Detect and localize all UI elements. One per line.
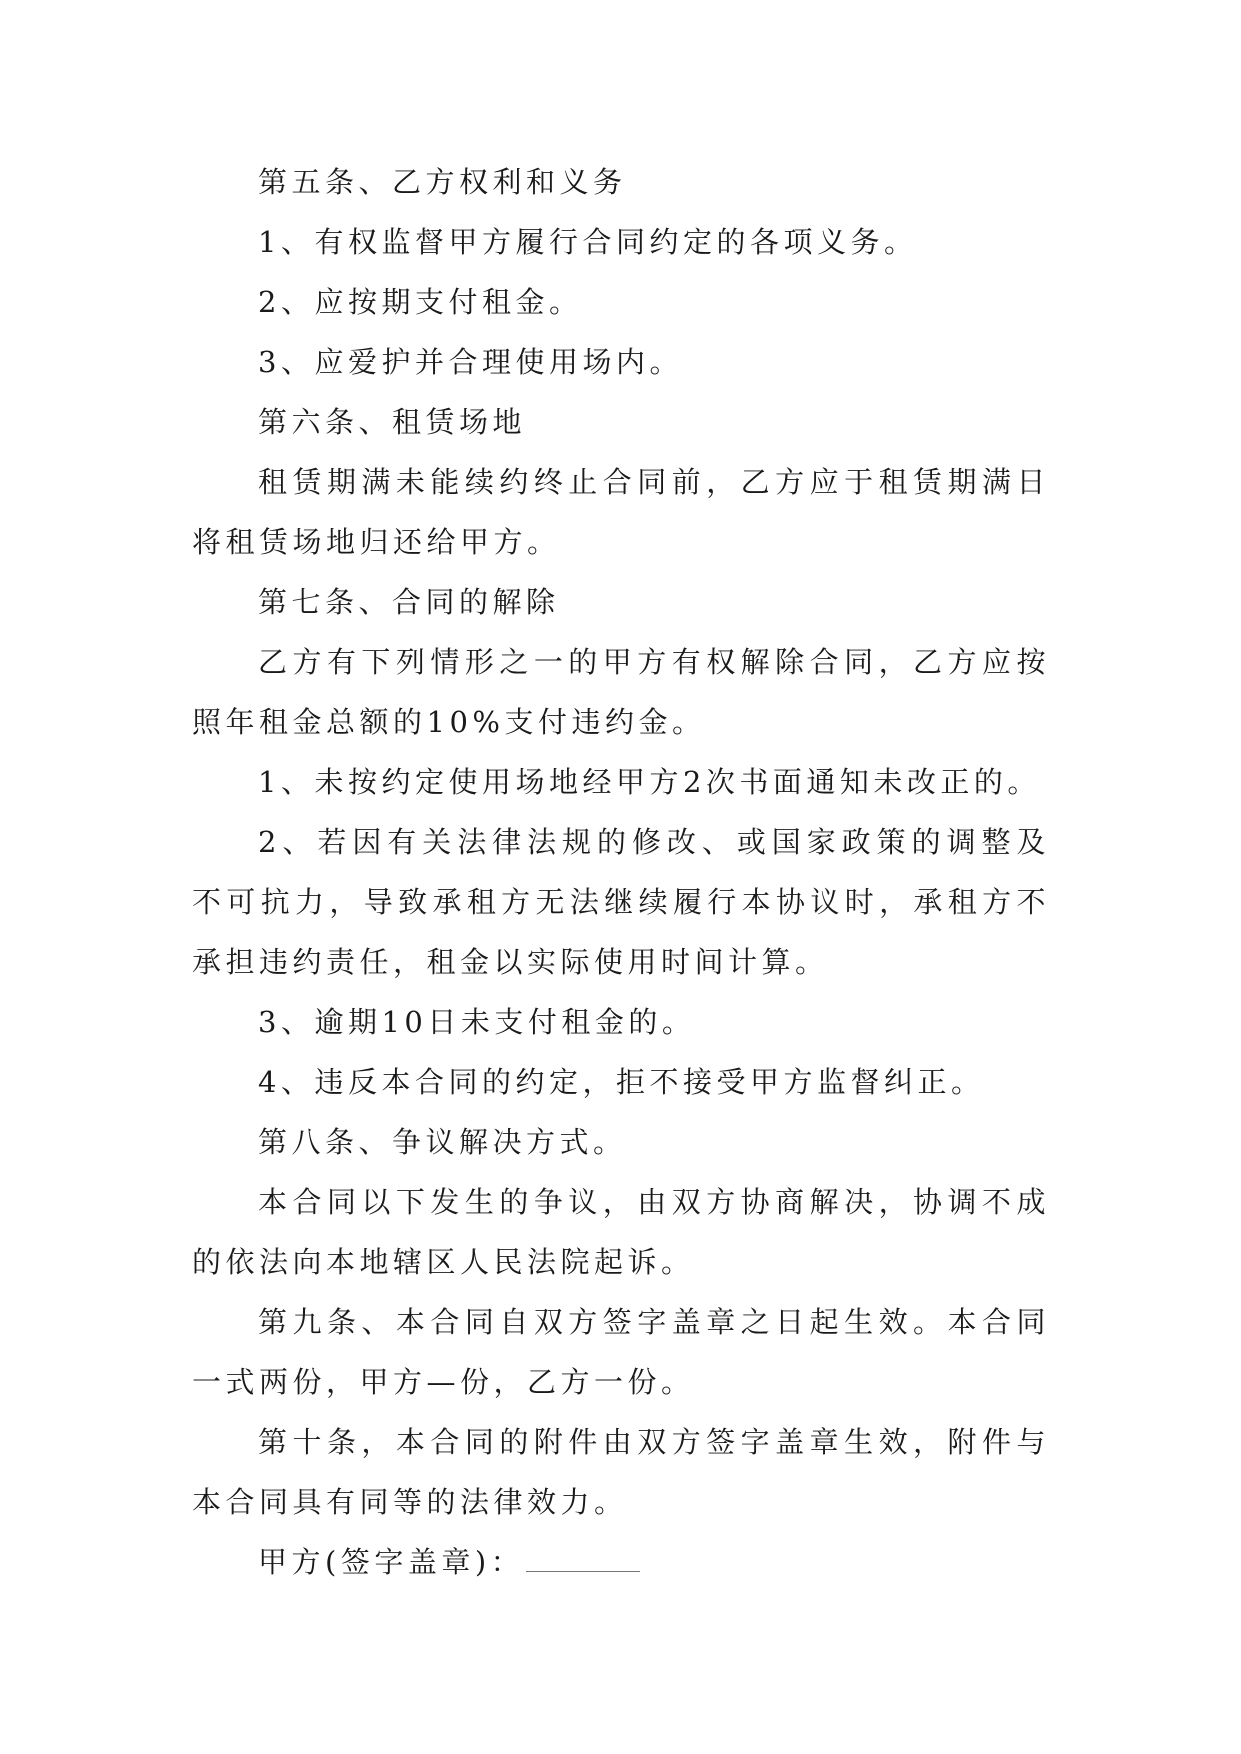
article-7-item-2: 2、若因有关法律法规的修改、或国家政策的调整及不可抗力，导致承租方无法继续履行本协议时，承租方不承担违约责任，租金以实际使用时间计算。 [192, 825, 1050, 979]
article-7-item-3: 3、逾期10日未支付租金的。 [258, 1005, 696, 1039]
party-a-signature-row [192, 1532, 1050, 1592]
party-a-signature-blank [526, 1541, 640, 1572]
article-7-heading: 第七条、合同的解除 [258, 585, 560, 619]
article-5-item-2: 2、应按期支付租金。 [258, 285, 583, 319]
article-7-item-1: 1、未按约定使用场地经甲方2次书面通知未改正的。 [258, 765, 1041, 799]
article-8-body: 本合同以下发生的争议，由双方协商解决，协调不成的依法向本地辖区人民法院起诉。 [192, 1185, 1050, 1279]
party-a-signature-label: 甲方(签字盖章)： [258, 1545, 525, 1579]
article-5-item-1: 1、有权监督甲方履行合同约定的各项义务。 [258, 225, 918, 259]
article-8-heading: 第八条、争议解决方式。 [258, 1125, 627, 1159]
article-7-body: 乙方有下列情形之一的甲方有权解除合同，乙方应按照年租金总额的10%支付违约金。 [192, 645, 1050, 739]
article-7-item-4: 4、违反本合同的约定，拒不接受甲方监督纠正。 [258, 1065, 985, 1099]
article-9: 第九条、本合同自双方签字盖章之日起生效。本合同一式两份，甲方—份，乙方一份。 [192, 1305, 1050, 1399]
article-6-heading: 第六条、租赁场地 [258, 405, 527, 439]
article-5-heading: 第五条、乙方权利和义务 [258, 165, 627, 199]
article-10: 第十条，本合同的附件由双方签字盖章生效，附件与本合同具有同等的法律效力。 [192, 1425, 1050, 1519]
article-6-body: 租赁期满未能续约终止合同前，乙方应于租赁期满日将租赁场地归还给甲方。 [192, 465, 1050, 559]
document-body [192, 152, 1050, 1592]
article-5-item-3: 3、应爱护并合理使用场内。 [258, 345, 683, 379]
